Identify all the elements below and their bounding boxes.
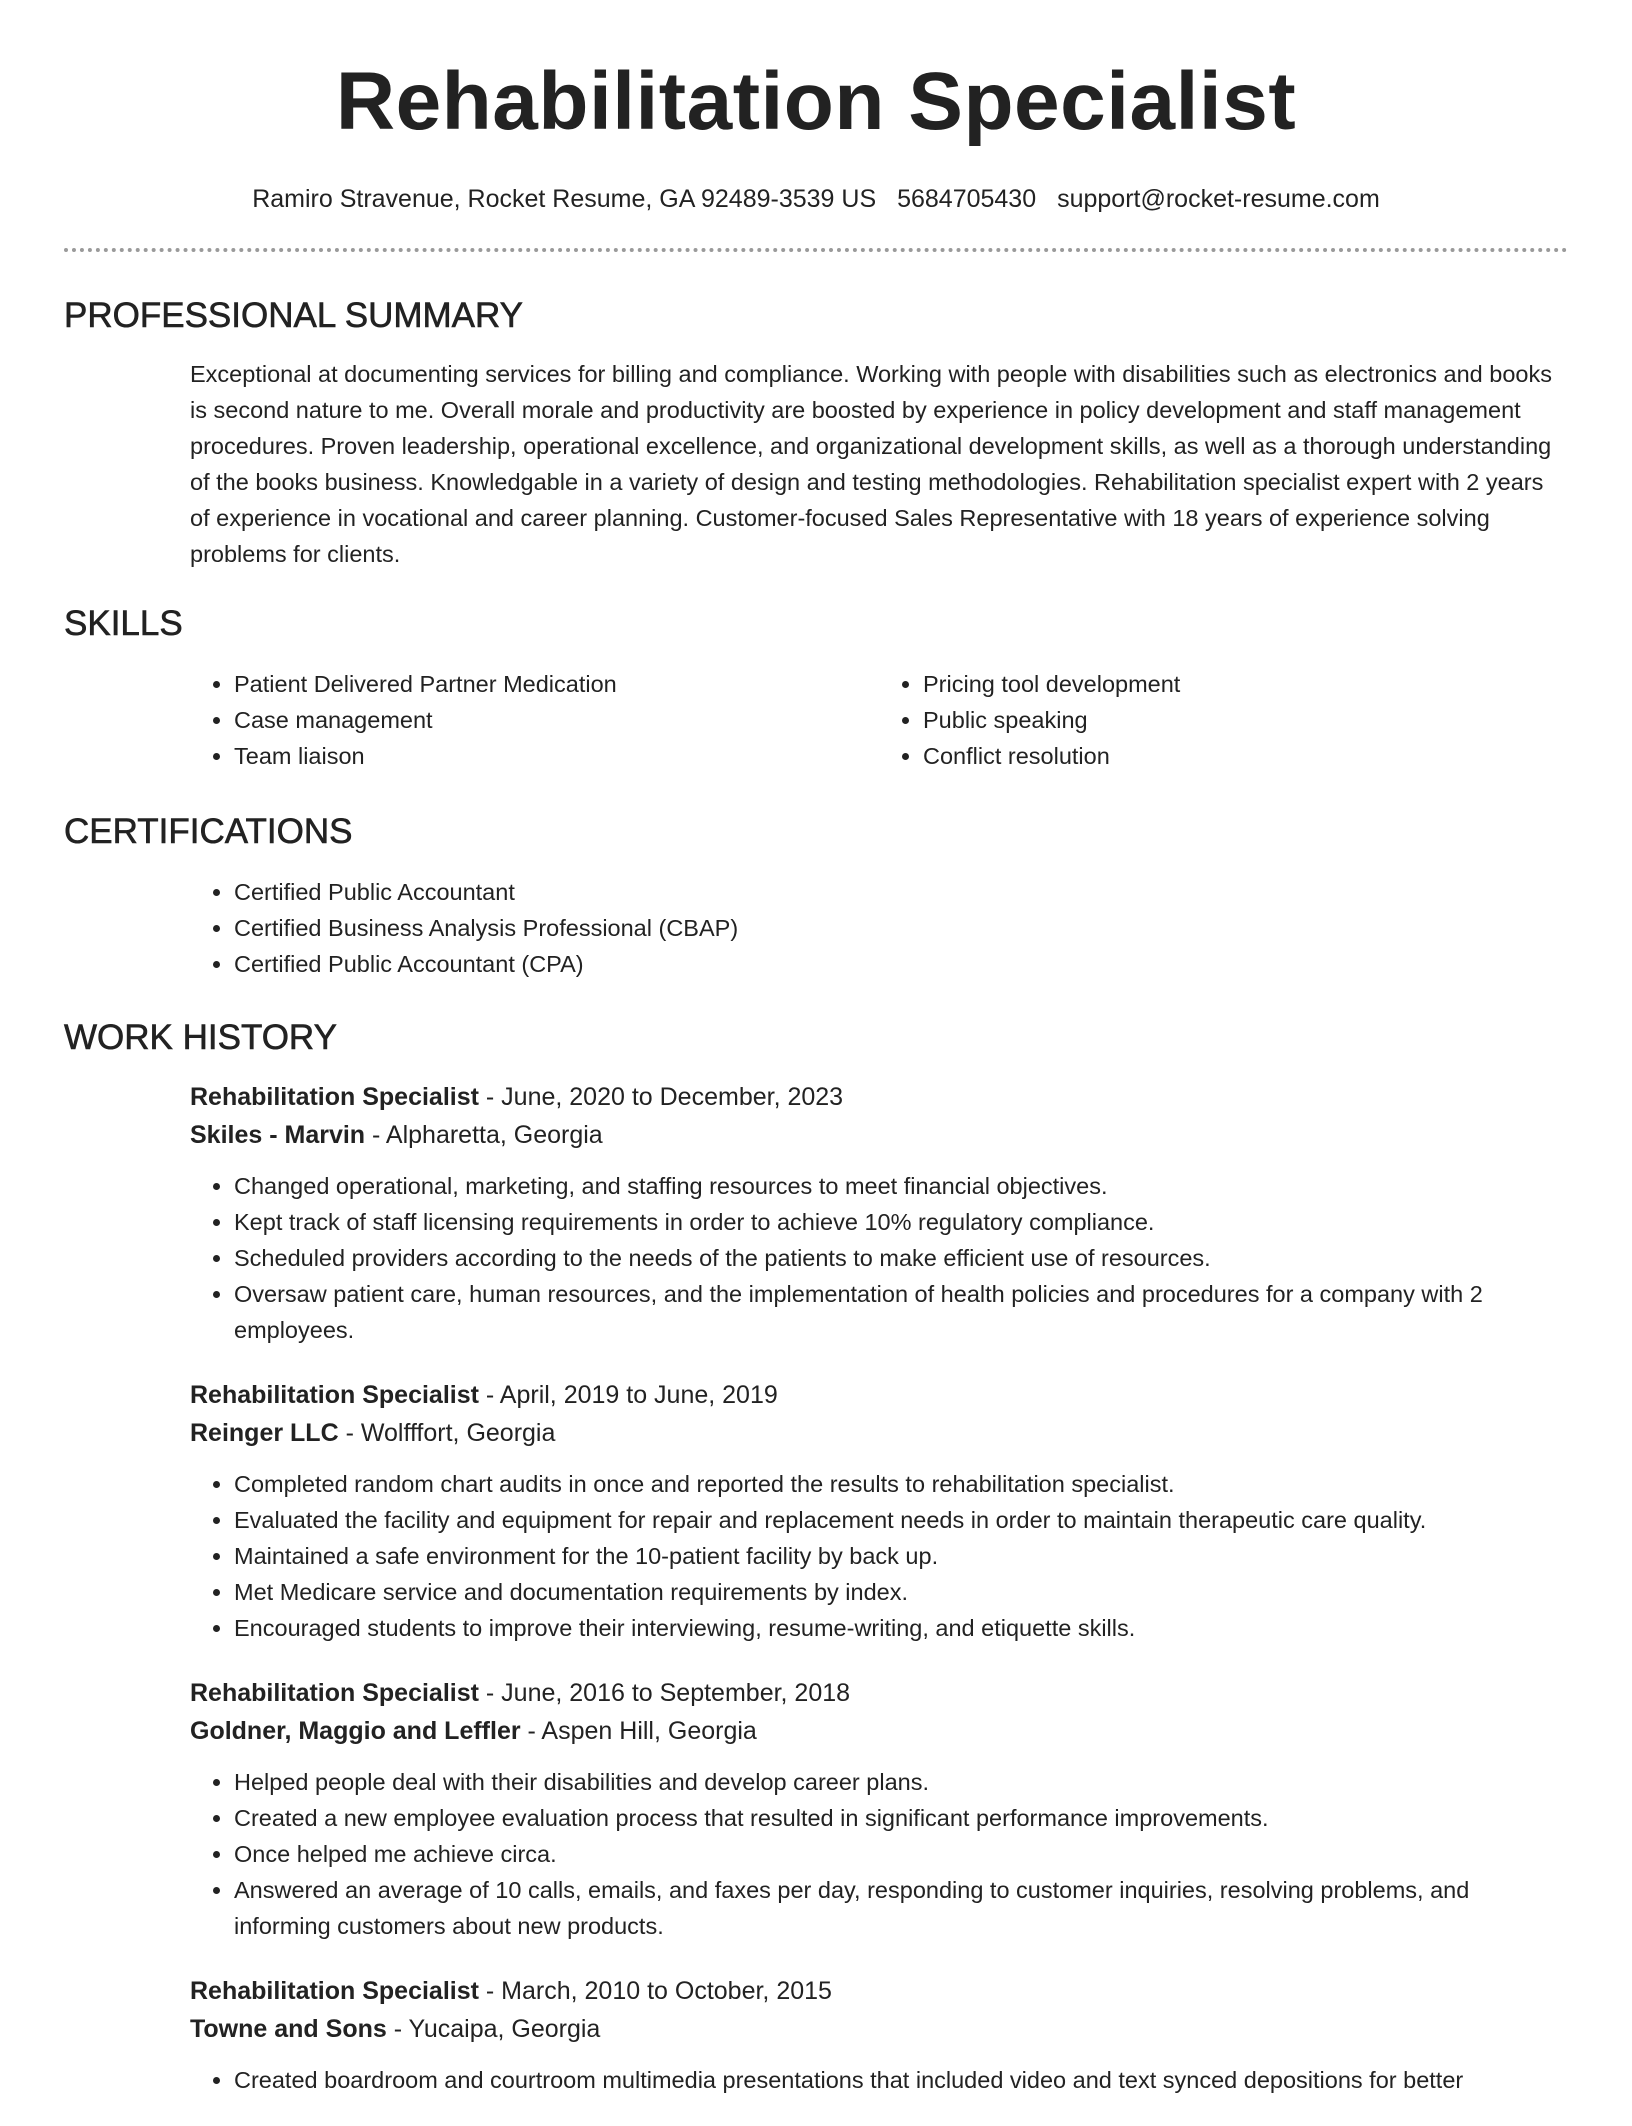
job-bullet: • Met Medicare service and documentation requirements by index. xyxy=(234,1574,1568,1610)
summary-section xyxy=(190,356,1568,572)
certification-item: • Certified Public Accountant xyxy=(234,874,1568,910)
job-bullet: • Once helped me achieve circa. xyxy=(234,1836,1568,1872)
contact-line xyxy=(64,182,1568,216)
skills-title: SKILLS xyxy=(64,604,183,643)
contact-address: Ramiro Stravenue, Rocket Resume, GA 92489-3539 US xyxy=(252,185,877,213)
job-entry xyxy=(190,1376,1568,1646)
summary-text: Exceptional at documenting services for billing and compliance. Working with people with disabilities such as electronics and books is second nature to me. Overall morale and productivity are boosted by experience in policy development and staff management procedures. Proven leadership, operational excellence, and organizational development skills, as well as a thorough understanding of the books business. Knowledgable in a variety of design and testing methodologies. Rehabilitation specialist expert with 2 years of experience in vocational and career planning. Customer-focused Sales Representative with 18 years of experience solving problems for clients. xyxy=(190,361,1552,567)
job-bullets xyxy=(190,1168,1568,1348)
job-company: Reinger LLC xyxy=(190,1419,339,1447)
skill-item: • Case management xyxy=(234,702,879,738)
skill-item: • Public speaking xyxy=(923,702,1568,738)
job-bullet: • Created a new employee evaluation process that resulted in significant performance improvements. xyxy=(234,1800,1568,1836)
job-dates: - June, 2020 to December, 2023 xyxy=(478,1083,844,1111)
job-company-line xyxy=(190,1712,1568,1750)
contact-phone: 5684705430 xyxy=(897,185,1037,213)
job-title-line xyxy=(190,1674,1568,1712)
skill-item: • Conflict resolution xyxy=(923,738,1568,774)
certification-item: • Certified Business Analysis Professional (CBAP) xyxy=(234,910,1568,946)
certification-item: • Certified Public Accountant (CPA) xyxy=(234,946,1568,982)
job-entry xyxy=(190,1972,1568,2098)
resume-page xyxy=(64,0,1568,2126)
skill-item: • Team liaison xyxy=(234,738,879,774)
job-bullet: • Created boardroom and courtroom multimedia presentations that included video and text synced depositions for better xyxy=(234,2062,1568,2098)
job-bullet: • Answered an average of 10 calls, emails, and faxes per day, responding to customer inquiries, resolving problems, and informing customers about new products. xyxy=(234,1872,1568,1944)
job-bullets xyxy=(190,2062,1568,2098)
job-bullet: • Completed random chart audits in once and reported the results to rehabilitation specialist. xyxy=(234,1466,1568,1502)
job-company-line xyxy=(190,2010,1568,2048)
job-company: Skiles - Marvin xyxy=(190,1121,366,1149)
job-bullets xyxy=(190,1466,1568,1646)
job-title: Rehabilitation Specialist xyxy=(190,1977,479,2005)
summary-title: PROFESSIONAL SUMMARY xyxy=(64,296,523,335)
job-bullet: • Scheduled providers according to the needs of the patients to make efficient use of resources. xyxy=(234,1240,1568,1276)
resume-name: Rehabilitation Specialist xyxy=(335,56,1297,147)
job-company: Towne and Sons xyxy=(190,2015,387,2043)
job-bullets xyxy=(190,1764,1568,1944)
work-history-section xyxy=(190,1078,1568,2098)
job-bullet: • Oversaw patient care, human resources, and the implementation of health policies and procedures for a company with 2 employees. xyxy=(234,1276,1568,1348)
job-bullet: • Maintained a safe environment for the 10-patient facility by back up. xyxy=(234,1538,1568,1574)
job-location: - Wolfffort, Georgia xyxy=(338,1419,556,1447)
skills-list-right xyxy=(879,666,1568,774)
job-title-line xyxy=(190,1972,1568,2010)
job-bullet: • Evaluated the facility and equipment for repair and replacement needs in order to maintain therapeutic care quality. xyxy=(234,1502,1568,1538)
job-location: - Alpharetta, Georgia xyxy=(365,1121,603,1149)
job-dates: - April, 2019 to June, 2019 xyxy=(478,1381,778,1409)
job-entry xyxy=(190,1078,1568,1348)
certifications-section xyxy=(190,874,1568,982)
job-title-line xyxy=(190,1376,1568,1414)
job-title: Rehabilitation Specialist xyxy=(190,1679,479,1707)
job-title: Rehabilitation Specialist xyxy=(190,1381,479,1409)
job-dates: - March, 2010 to October, 2015 xyxy=(478,1977,832,2005)
certifications-title: CERTIFICATIONS xyxy=(64,812,353,851)
job-location: - Yucaipa, Georgia xyxy=(386,2015,601,2043)
skill-item: • Patient Delivered Partner Medication xyxy=(234,666,879,702)
skills-list-left xyxy=(190,666,879,774)
skills-section xyxy=(190,666,1568,774)
header-divider xyxy=(64,248,1568,252)
job-company-line xyxy=(190,1116,1568,1154)
job-bullet: • Encouraged students to improve their interviewing, resume-writing, and etiquette skills. xyxy=(234,1610,1568,1646)
job-bullet: • Helped people deal with their disabilities and develop career plans. xyxy=(234,1764,1568,1800)
job-location: - Aspen Hill, Georgia xyxy=(520,1717,757,1745)
job-company: Goldner, Maggio and Leffler xyxy=(190,1717,521,1745)
job-title: Rehabilitation Specialist xyxy=(190,1083,479,1111)
job-entry xyxy=(190,1674,1568,1944)
certifications-list xyxy=(190,874,1568,982)
job-title-line xyxy=(190,1078,1568,1116)
job-bullet: • Changed operational, marketing, and staffing resources to meet financial objectives. xyxy=(234,1168,1568,1204)
job-dates: - June, 2016 to September, 2018 xyxy=(478,1679,851,1707)
job-bullet: • Kept track of staff licensing requirements in order to achieve 10% regulatory compliance. xyxy=(234,1204,1568,1240)
contact-email: support@rocket-resume.com xyxy=(1057,185,1380,213)
skill-item: • Pricing tool development xyxy=(923,666,1568,702)
work-history-title: WORK HISTORY xyxy=(64,1018,337,1057)
job-company-line xyxy=(190,1414,1568,1452)
